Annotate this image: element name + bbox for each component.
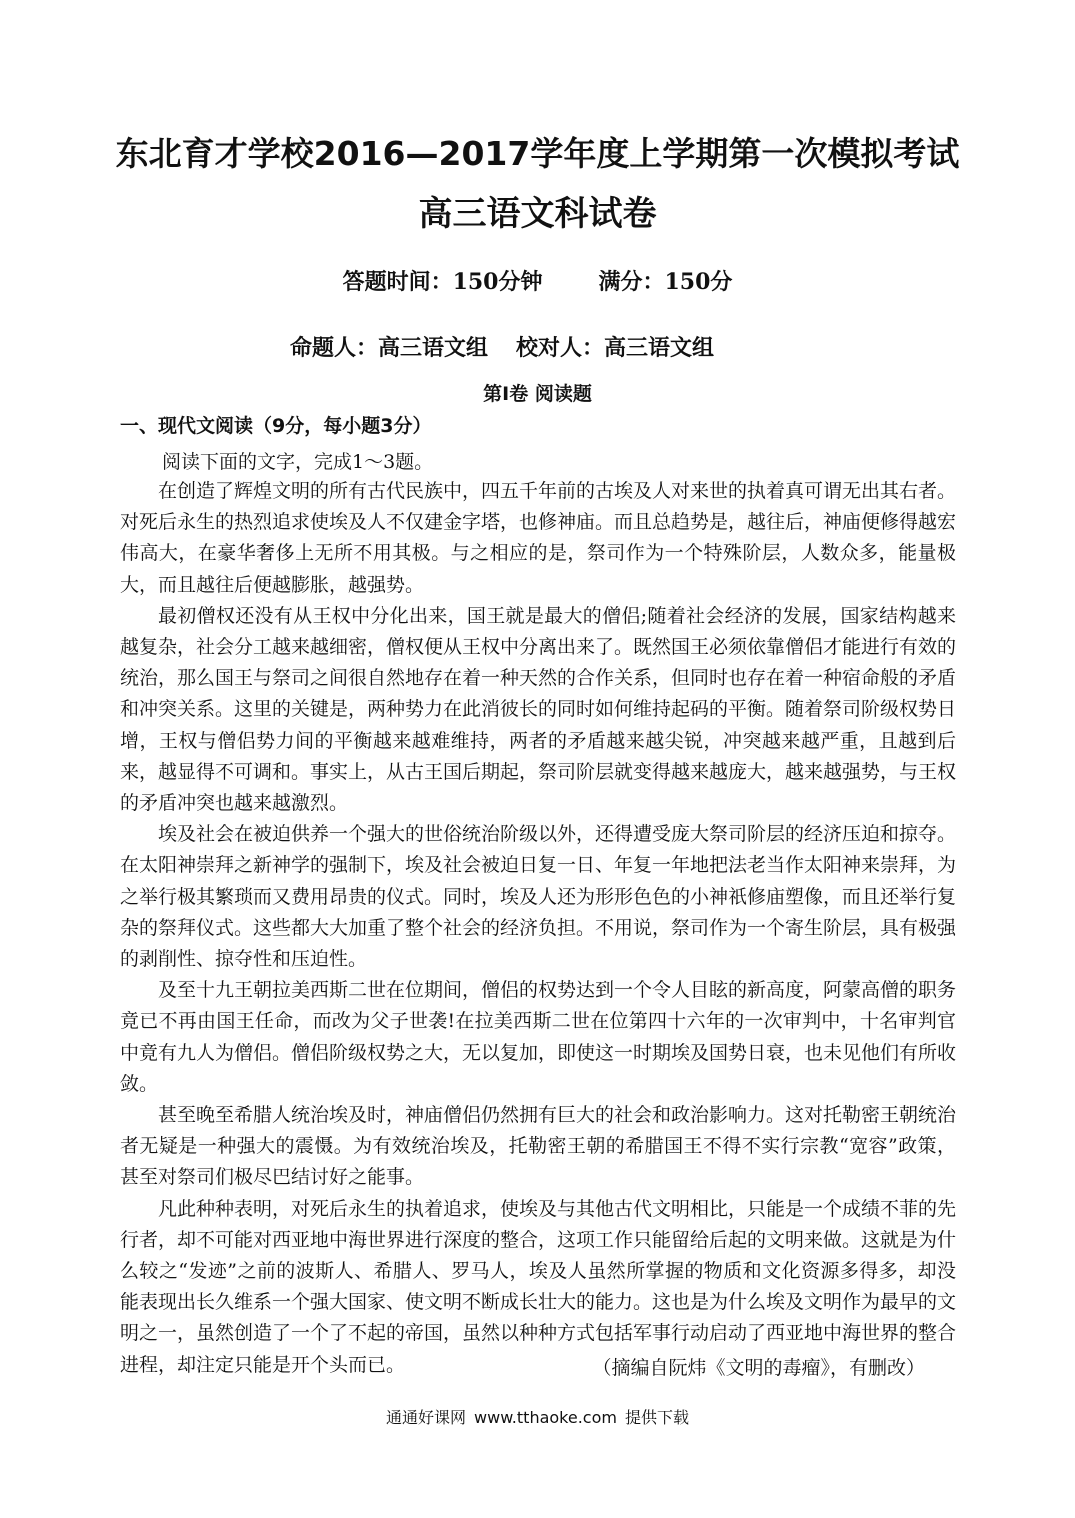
exam-meta bbox=[0, 262, 1075, 302]
page-footer bbox=[0, 1404, 1075, 1432]
time-label: 答题时间：150分钟 bbox=[342, 269, 543, 295]
passage-paragraph: 及至十九王朝拉美西斯二世在位期间，僧侣的权势达到一个令人目眩的新高度，阿蒙高僧的职务竟已不再由国王任命，而改为父子世袭!在拉美西斯二世在位第四十六年的一次审判中，十名审判官中竟有九人为僧侣。僧侣阶级权势之大，无以复加，即使这一时期埃及国势日衰，也未见他们有所收敛。 bbox=[120, 979, 957, 1095]
part-heading: 一、现代文阅读（9分，每小题3分） bbox=[120, 415, 432, 437]
passage-paragraph: 凡此种种表明，对死后永生的执着追求，使埃及与其他古代文明相比，只能是一个成绩不菲的先行者，却不可能对西亚地中海世界进行深度的整合，这项工作只能留给后起的文明来做。这就是为什么较之“发迹”之前的波斯人、希腊人、罗马人，埃及人虽然所掌握的物质和文化资源多得多，却没能表现出长久维系一个强大国家、使文明不断成长壮大的能力。这也是为什么埃及文明作为最早的文明之一，虽然创造了一个了不起的帝国，虽然以种种方式包括军事行动启动了西亚地中海世界的整合进程，却注定只能是开个头而已。 bbox=[120, 1197, 957, 1376]
passage-paragraph: 在创造了辉煌文明的所有古代民族中，四五千年前的古埃及人对来世的执着真可谓无出其右者。对死后永生的热烈追求使埃及人不仅建金字塔，也修神庙。而且总趋势是，越往后，神庙便修得越宏伟高大，在豪华奢侈上无所不用其极。与之相应的是，祭司作为一个特殊阶层，人数众多，能量极大，而且越往后便越膨胀，越强势。 bbox=[120, 480, 957, 596]
passage-paragraph: 最初僧权还没有从王权中分化出来，国王就是最大的僧侣;随着社会经济的发展，国家结构越来越复杂，社会分工越来越细密，僧权便从王权中分离出来了。既然国王必须依靠僧侣才能进行有效的统治，那么国王与祭司之间很自然地存在着一种天然的合作关系，但同时也存在着一种宿命般的矛盾和冲突关系。这里的关键是，两种势力在此消彼长的同时如何维持起码的平衡。随着祭司阶级权势日增，王权与僧侣势力间的平衡越来越难维持，两者的矛盾越来越尖锐，冲突越来越严重，且越到后来，越显得不可调和。事实上，从古王国后期起，祭司阶层就变得越来越庞大，越来越强势，与王权的矛盾冲突也越来越激烈。 bbox=[120, 604, 957, 815]
author-label: 命题人：高三语文组 bbox=[290, 335, 489, 361]
passage-paragraph: 甚至晚至希腊人统治埃及时，神庙僧侣仍然拥有巨大的社会和政治影响力。这对托勒密王朝统治者无疑是一种强大的震慑。为有效统治埃及，托勒密王朝的希腊国王不得不实行宗教“宽容”政策，甚至对祭司们极尽巴结讨好之能事。 bbox=[120, 1104, 957, 1189]
exam-subtitle: 高三语文科试卷 bbox=[418, 194, 657, 234]
reading-passage bbox=[120, 476, 956, 1381]
footer-site-name: 通通好课网 bbox=[386, 1408, 467, 1427]
footer-suffix: 提供下载 bbox=[624, 1408, 689, 1427]
footer-url[interactable]: www.tthaoke.com bbox=[474, 1408, 617, 1427]
volume-heading: 第Ⅰ卷 阅读题 bbox=[483, 383, 592, 405]
checker-label: 校对人：高三语文组 bbox=[516, 335, 715, 361]
exam-title: 东北育才学校2016—2017学年度上学期第一次模拟考试 bbox=[115, 134, 960, 173]
passage-source: （摘编自阮炜《文明的毒瘤》，有删改） bbox=[592, 1357, 925, 1379]
exam-authors bbox=[290, 328, 714, 368]
passage-paragraph: 埃及社会在被迫供养一个强大的世俗统治阶级以外，还得遭受庞大祭司阶层的经济压迫和掠夺。在太阳神崇拜之新神学的强制下，埃及社会被迫日复一日、年复一年地把法老当作太阳神来崇拜，为之举行极其繁琐而又费用昂贵的仪式。同时，埃及人还为形形色色的小神祇修庙塑像，而且还举行复杂的祭拜仪式。这些都大大加重了整个社会的经济负担。不用说，祭司作为一个寄生阶层，具有极强的剥削性、掠夺性和压迫性。 bbox=[120, 823, 957, 971]
reading-instruction: 阅读下面的文字，完成1～3题。 bbox=[162, 451, 434, 473]
score-label: 满分：150分 bbox=[598, 269, 733, 295]
